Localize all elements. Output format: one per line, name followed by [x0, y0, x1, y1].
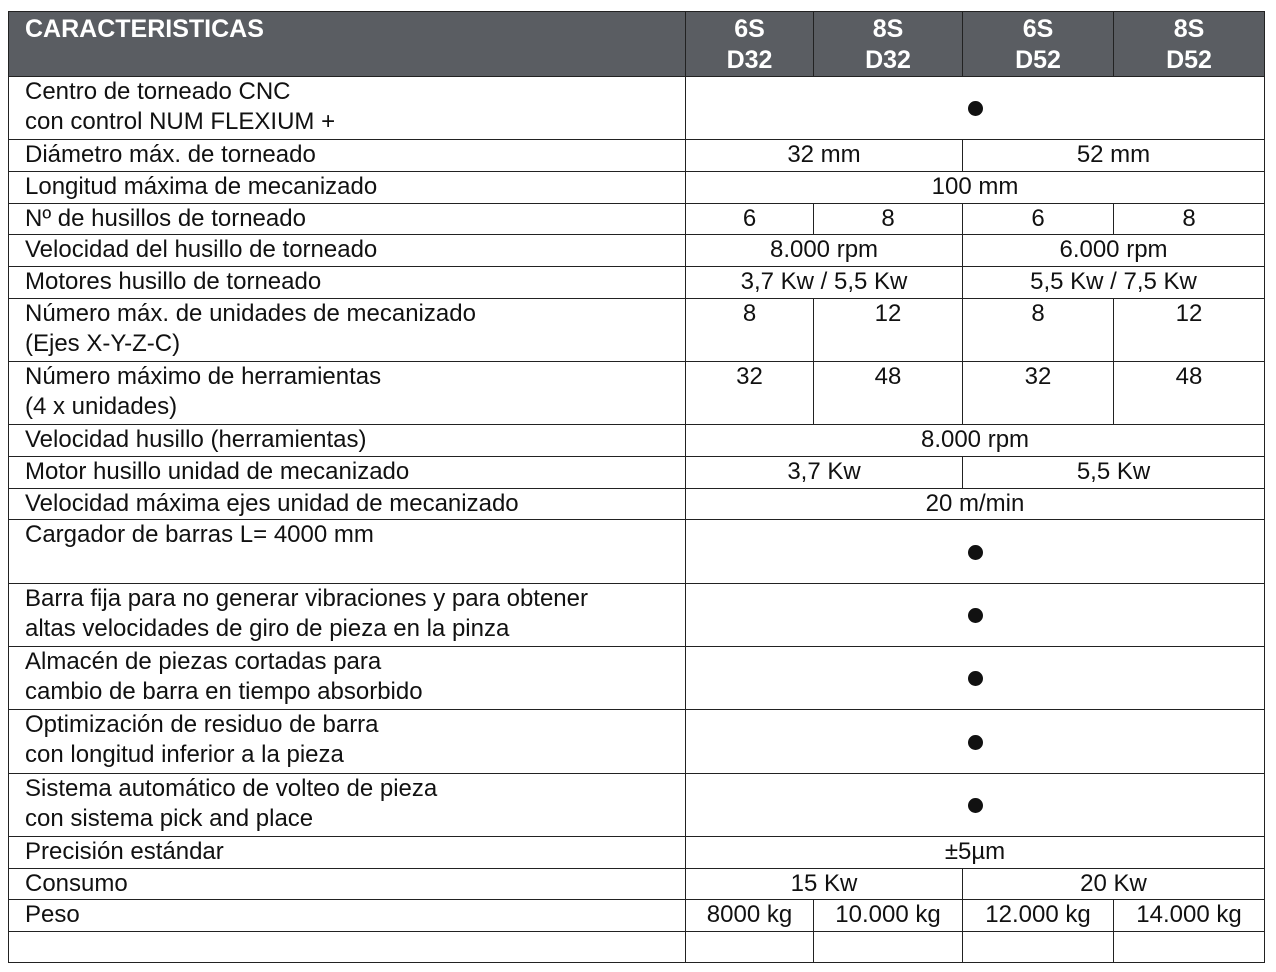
value-cell: 6.000 rpm: [963, 235, 1265, 267]
table-row: [9, 932, 1265, 963]
row-label: [9, 362, 686, 425]
value-cell: 6: [963, 203, 1114, 235]
row-label-line: Precisión estándar: [25, 838, 224, 866]
row-label-line: (4 x unidades): [25, 393, 178, 421]
row-label-line: con sistema pick and place: [25, 804, 314, 832]
row-label-line: Número máx. de unidades de mecanizado: [25, 299, 476, 327]
value-cell: 8.000 rpm: [686, 425, 1265, 457]
row-label: [9, 235, 686, 267]
table-row: [9, 267, 1265, 299]
bullet-dot-icon: [968, 798, 983, 813]
value-cell: 8: [963, 298, 1114, 361]
table-row: [9, 203, 1265, 235]
row-label: [9, 932, 686, 963]
value-cell: [963, 932, 1114, 963]
value-cell: 32: [963, 362, 1114, 425]
table-row: [9, 710, 1265, 773]
spec-body: [9, 77, 1265, 963]
table-row: [9, 457, 1265, 489]
value-cell: 20 Kw: [963, 868, 1265, 900]
row-label-line: cambio de barra en tiempo absorbido: [25, 678, 423, 706]
table-row: [9, 773, 1265, 836]
value-cell: 3,7 Kw: [686, 457, 963, 489]
value-cell: [686, 932, 814, 963]
value-cell: 8000 kg: [686, 900, 814, 932]
row-label-line: Motores husillo de torneado: [25, 268, 322, 296]
row-label-line: Longitud máxima de mecanizado: [25, 173, 378, 201]
bullet-dot-icon: [968, 735, 983, 750]
value-cell: 8: [1114, 203, 1265, 235]
row-label: [9, 425, 686, 457]
included-cell: [686, 520, 1265, 583]
bullet-dot-icon: [968, 608, 983, 623]
row-label: [9, 140, 686, 172]
row-label-line: con longitud inferior a la pieza: [25, 741, 344, 769]
header-model-6s-d32: 6S D32: [686, 12, 814, 77]
row-label: [9, 900, 686, 932]
value-cell: 8.000 rpm: [686, 235, 963, 267]
row-label: [9, 488, 686, 520]
table-row: [9, 647, 1265, 710]
row-label-line: Motor husillo unidad de mecanizado: [25, 458, 410, 486]
value-cell: 5,5 Kw / 7,5 Kw: [963, 267, 1265, 299]
row-label-line: Centro de torneado CNC: [25, 78, 291, 105]
value-cell: ±5µm: [686, 837, 1265, 869]
included-cell: [686, 583, 1265, 646]
table-row: [9, 298, 1265, 361]
row-label-line: altas velocidades de giro de pieza en la pinza: [25, 614, 510, 642]
row-label-line: Velocidad husillo (herramientas): [25, 426, 367, 454]
table-row: [9, 520, 1265, 583]
value-cell: 5,5 Kw: [963, 457, 1265, 489]
row-label: [9, 172, 686, 204]
value-cell: 8: [686, 298, 814, 361]
row-label: [9, 647, 686, 710]
row-label-line: Peso: [25, 901, 80, 929]
row-label-line: Cargador de barras L= 4000 mm: [25, 521, 374, 549]
row-label-line: Almacén de piezas cortadas para: [25, 648, 382, 676]
included-cell: [686, 647, 1265, 710]
value-cell: 100 mm: [686, 172, 1265, 204]
row-label-line: Sistema automático de volteo de pieza: [25, 774, 438, 802]
header-row: [9, 12, 1265, 77]
table-row: [9, 583, 1265, 646]
table-row: [9, 488, 1265, 520]
value-cell: 15 Kw: [686, 868, 963, 900]
bullet-dot-icon: [968, 101, 983, 116]
included-cell: [686, 773, 1265, 836]
row-label-line: Optimización de residuo de barra: [25, 711, 379, 739]
table-row: [9, 235, 1265, 267]
value-cell: 14.000 kg: [1114, 900, 1265, 932]
row-label: [9, 77, 686, 140]
table-row: [9, 140, 1265, 172]
row-label-line: Nº de husillos de torneado: [25, 204, 306, 232]
header-model-6s-d52: 6S D52: [963, 12, 1114, 77]
table-row: [9, 425, 1265, 457]
value-cell: 20 m/min: [686, 488, 1265, 520]
row-label: [9, 267, 686, 299]
row-label-line: Consumo: [25, 869, 128, 897]
row-label-line: Número máximo de herramientas: [25, 363, 382, 391]
row-label-line: Velocidad máxima ejes unidad de mecanizado: [25, 489, 519, 517]
row-label: [9, 583, 686, 646]
value-cell: 6: [686, 203, 814, 235]
value-cell: 52 mm: [963, 140, 1265, 172]
row-label: [9, 298, 686, 361]
included-cell: [686, 77, 1265, 140]
table-row: [9, 837, 1265, 869]
value-cell: 8: [814, 203, 963, 235]
row-label: [9, 868, 686, 900]
value-cell: 3,7 Kw / 5,5 Kw: [686, 267, 963, 299]
value-cell: [814, 932, 963, 963]
header-characteristics: CARACTERISTICAS: [9, 12, 686, 77]
row-label-line: (Ejes X-Y-Z-C): [25, 329, 181, 357]
row-label: [9, 203, 686, 235]
table-row: [9, 362, 1265, 425]
value-cell: 32: [686, 362, 814, 425]
row-label-line: con control NUM FLEXIUM +: [25, 108, 336, 135]
row-label-line: Velocidad del husillo de torneado: [25, 236, 378, 264]
bullet-dot-icon: [968, 671, 983, 686]
row-label-line: Barra fija para no generar vibraciones y para obtener: [25, 584, 588, 612]
included-cell: [686, 710, 1265, 773]
value-cell: 12: [1114, 298, 1265, 361]
table-row: [9, 868, 1265, 900]
spec-table: [8, 11, 1265, 963]
header-model-8s-d32: 8S D32: [814, 12, 963, 77]
value-cell: 32 mm: [686, 140, 963, 172]
table-row: [9, 172, 1265, 204]
value-cell: 12.000 kg: [963, 900, 1114, 932]
value-cell: 48: [814, 362, 963, 425]
header-model-8s-d52: 8S D52: [1114, 12, 1265, 77]
value-cell: 12: [814, 298, 963, 361]
bullet-dot-icon: [968, 545, 983, 560]
table-row: [9, 77, 1265, 140]
value-cell: 10.000 kg: [814, 900, 963, 932]
row-label-line: Diámetro máx. de torneado: [25, 141, 316, 169]
row-label: [9, 837, 686, 869]
value-cell: 48: [1114, 362, 1265, 425]
value-cell: [1114, 932, 1265, 963]
table-row: [9, 900, 1265, 932]
row-label: [9, 457, 686, 489]
row-label: [9, 710, 686, 773]
row-label: [9, 773, 686, 836]
row-label: [9, 520, 686, 583]
